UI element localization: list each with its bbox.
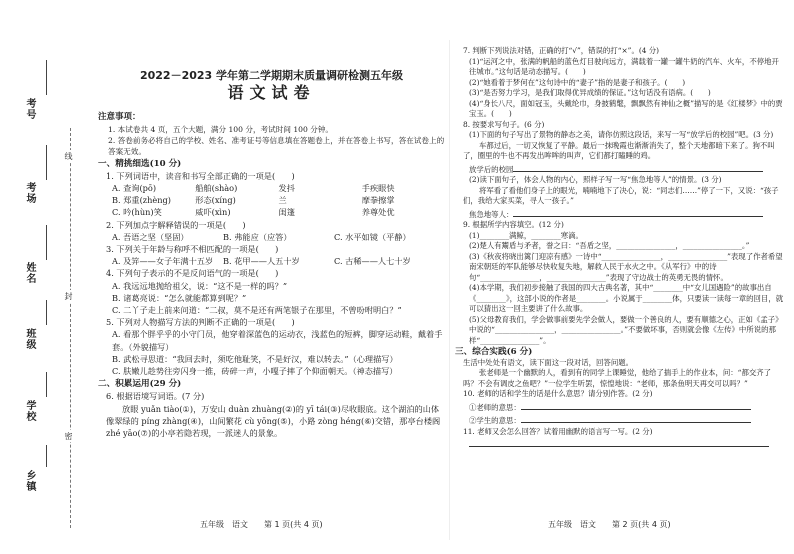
answer-blank[interactable] [521, 400, 751, 410]
exam-title: 2022－2023 学年第二学期期末质量调研检测五年级 [139, 69, 404, 82]
q9-item: (2)楚人有鬻盾与矛者，誉之曰：“吾盾之坚，________________，________________。” [469, 241, 750, 250]
q1-option-b-word: B. 郑重(zhèng) [112, 195, 171, 206]
seal-char-mi: 密 [64, 432, 73, 440]
q10-teacher-label: ①老师的意思： [469, 402, 521, 412]
q9-item: (1)________满鲸，________寒滴。 [469, 230, 583, 240]
section-heading-3: 三、综合实践(6 分) [455, 347, 533, 357]
question-7: 7. 判断下列说法对错，正确的打“√”，错误的打“×”。(4 分) [463, 46, 660, 55]
seal-dashed-line [70, 128, 71, 528]
question-9: 9. 根据所学内容填空。(12 分) [463, 220, 564, 229]
q1-option-b-word: 兰 [278, 195, 287, 206]
q1-option-a-word: 发抖 [278, 183, 295, 194]
q1-option-b [98, 194, 445, 206]
footer-page-1: 五年级 语文 第 1 页(共 4 页) [200, 520, 323, 529]
question-3: 3. 下列关于年龄与称呼不相匹配的一项是( ) [106, 244, 279, 255]
q3-option: B. 花甲——人五十岁 [223, 256, 300, 267]
q1-option-a-word: 手疾眼快 [361, 183, 395, 194]
field-name: 姓名 [24, 262, 35, 284]
q8-part-2: (2)读下面句子，体会人物的内心，照样子写一写“焦急地等人”的情景。(3 分) [469, 175, 722, 184]
field-township: 乡镇 [24, 470, 35, 492]
q8-part-1: (1)下面的句子写出了景物的静态之美，请你仿照这段话，来写一写“放学后的校园”吧。(3 分) [469, 130, 774, 139]
q1-option-a-word: A. 查询(pō) [112, 183, 157, 194]
q8-2-answer[interactable] [455, 207, 785, 221]
q2-options [98, 231, 445, 243]
left-page [98, 70, 445, 439]
q3-options [98, 255, 445, 267]
section-heading-2: 二、积累运用(29 分) [98, 379, 182, 390]
q9-item: (4)本学期，我们初步接触了我国的四大古典名著，其中“________中“女儿国遇险”的故事出自《________》，这部小说的作者是________。小说属于________体，只要读一读每一章的回目，就可以猜出这一回主要讲了什么故事。 [469, 283, 784, 313]
q1-option-c-word: 闺篷 [278, 207, 295, 218]
q1-option-a [98, 182, 445, 194]
seal-char-feng: 封 [64, 292, 73, 300]
q4-option: B. 诸葛亮说：“怎么就能都算到呢？” [112, 292, 247, 303]
field-line-township[interactable] [46, 445, 47, 467]
q10-passage: 张老师是一个幽默的人，看到有的同学上课睡觉，他给了揣手上的作业本，问：“都交齐了吗？不会有调皮之鱼吧？”一位学生听罢，惊惶地说：“老师，那条鱼明天再交可以吗？” [463, 368, 772, 388]
q1-option-c-word: 养尊处优 [361, 207, 395, 218]
answer-blank[interactable] [513, 207, 763, 217]
answer-blank[interactable] [521, 413, 751, 423]
field-line-name[interactable] [46, 225, 47, 260]
field-line-school[interactable] [46, 372, 47, 397]
q7-item: (4)“身长八尺，面如冠玉，头戴纶巾，身披鹤氅，飘飘然有神仙之概”描写的是《红楼梦》中的贾宝玉。( ) [469, 98, 783, 118]
q3-option: C. 古稀——人七十岁 [334, 256, 411, 267]
page-divider [449, 40, 450, 540]
question-6: 6. 根据语境写词语。(7 分) [106, 391, 205, 402]
question-5: 5. 下列对人物描写方法的判断不正确的一项是( ) [106, 317, 295, 328]
q2-option: B. 弗能应（应答） [223, 231, 292, 242]
answer-blank[interactable] [513, 162, 763, 172]
q6-passage: 放眼 yuǎn tiào(①)，万安山 duàn zhuàng(②)的 yī tái(③)尽收眼底。这个湖泊的山体像翠绿的 píng zhàng(④)，山间繁花 cù yōng(⑤)，小路 zòng héng(⑥)交错，那亭台楼阁 zhé yāo(⑦)的小亭若隐若现，一派迷人的景象。 [106, 403, 441, 439]
question-8: 8. 按要求写句子。(6 分) [463, 119, 545, 129]
q10-student-label: ②学生的意思： [469, 416, 521, 425]
notice-item: 2. 答卷前务必将自己的学校、姓名、准考证号等信息填在答题卷上，并在答卷上书写，答在试卷上的答案无效。 [108, 135, 445, 156]
q1-option-b-word: 摩拳擦掌 [361, 195, 395, 206]
q1-option-c [98, 206, 445, 218]
question-11: 11. 老师又会怎么回答？试着用幽默的语言写一写。(2 分) [463, 426, 653, 436]
q5-option: B. 武松寻思道：“我回去时，须吃他耻笑，不是好汉，难以转去。”（心理描写） [112, 353, 398, 364]
q1-option-c-word: C. 吟(hùn)笑 [112, 207, 162, 218]
question-1: 1. 下列词语中，读音和书写全部正确的一项是( ) [106, 170, 295, 181]
section-heading-1: 一、精挑细选(10 分) [98, 158, 182, 169]
subject-title: 语文试卷 [227, 83, 316, 103]
field-class: 班级 [24, 328, 35, 350]
field-school: 学校 [24, 400, 35, 422]
q4-option: A. 我远远地抛给祖父，说：“这不是一样的吗？” [112, 280, 288, 291]
q2-option: C. 水平如镜（平静） [334, 231, 411, 242]
q10-answer-teacher[interactable] [455, 400, 785, 414]
q2-option: A. 吾语之坚（坚固） [112, 231, 189, 242]
field-line-exam-number[interactable] [46, 60, 47, 95]
q3-option: A. 及笄——女子年满十五岁 [112, 256, 214, 267]
q8-1-answer-label: 放学后的校园 [469, 164, 514, 174]
q5-option: C. 肤嫩儿趁势往旁闪身一推，砖碎一声，小嘎子摔了个仰面朝天。（神态描写） [112, 366, 398, 377]
q10-answer-student[interactable] [455, 413, 785, 427]
q8-1-passage: 车都过后，一切又恢复了平静。最后一抹晚霞也渐渐消失了，整个天地都暗下来了。狗不叫了，圈里的牛也不再发出哞哞的叫声，它们都打瞌睡的鸡。 [463, 140, 775, 160]
q1-option-c-word: 威吓(xìn) [195, 207, 231, 218]
seal-char-xian: 线 [64, 152, 73, 160]
field-exam-room: 考场 [24, 182, 35, 204]
q5-option: A. 看那个胖乎乎的小守门员，他穿着深蓝色的运动衣，浅蓝色的短裤，脚穿运动鞋，戴着手套。（外貌描写） [112, 329, 443, 352]
q10-intro: 生活中处处有语文，读下面这一段对话，回答问题。 [463, 357, 633, 367]
question-2: 2. 下列加点字解释错误的一项是( ) [106, 219, 246, 230]
q7-item: (2)“她看着于梦何在”这句诗中的“妻子”指的是妻子和孩子。( ) [469, 77, 686, 87]
q8-2-passage: 将军看了看他们身子上的眼光，喃喃地下了决心，说：“同志们……”停了一下，又说：“孩子们，我给大家买菜，寻人一孩子。” [463, 185, 779, 205]
notice-item: 1. 本试卷共 4 页，五个大题，满分 100 分，考试时间 100 分钟。 [108, 124, 334, 134]
binding-margin [0, 0, 92, 554]
question-4: 4. 下列句子表示的不是反问语气的一项是( ) [106, 268, 279, 279]
q1-option-a-word: 船舶(shào) [195, 183, 238, 194]
notice-heading: 注意事项： [98, 112, 141, 123]
q11-answer[interactable] [455, 437, 785, 451]
field-exam-number: 考号 [24, 98, 35, 120]
footer-page-2: 五年级 语文 第 2 页(共 4 页) [548, 520, 671, 529]
field-line-class[interactable] [46, 300, 47, 325]
question-10: 10. 老师的话和学生的话是什么意思？请分别作答。(2 分) [463, 389, 653, 398]
q7-item: (1)“运河之中，张满的帆船的蓝色灯目驶向远方，满载着一罐一罐牛奶的汽车、火车，不停地开往城市。”这句话是动态描写。( ) [469, 56, 779, 76]
answer-blank[interactable] [469, 437, 769, 447]
q9-item: (3)《秋夜将晓出篱门迎凉有感》一诗中“________________，________________”表现了作者希望南宋朝廷的军队能够尽快收复失地，解救人民于水火之中。《从军行》中的诗句“________________，________________”表现了守边战士的英勇无畏的情怀。 [469, 251, 783, 282]
q9-item: (5)父母教育我们，学会做事前要先学会做人，要做一个善良的人，要有顺德之心，正如《孟子》中说的“________________，________________。”不要做坏事，否则就会像《左传》中所说的那样“________________”。 [469, 314, 783, 345]
q1-option-b-word: 形态(xíng) [195, 195, 236, 206]
q4-option: C. 二丫子走上前来问道：“二叔，莫不是还有两笔银子在那里，不曾吩咐明白？” [112, 305, 402, 316]
q8-1-answer[interactable] [455, 162, 785, 176]
q7-item: (3)“是否努力学习，是我们取得优异成绩的保证。”这句话没有语病。( ) [469, 88, 711, 97]
q8-2-answer-label: 焦急地等人： [469, 209, 514, 219]
field-line-exam-room[interactable] [46, 145, 47, 180]
right-page [455, 46, 785, 451]
